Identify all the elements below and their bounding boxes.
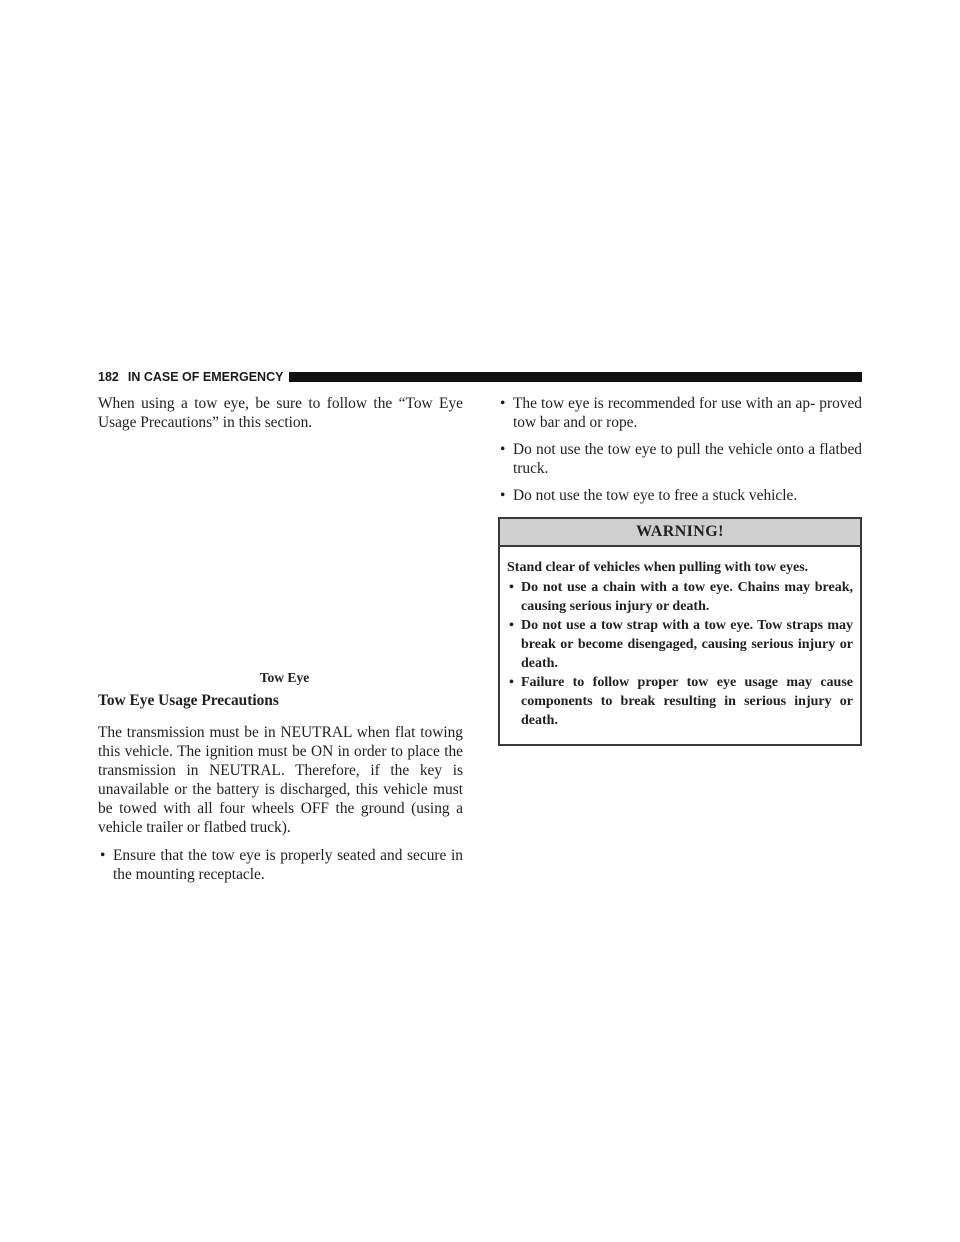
warning-item <box>507 616 853 673</box>
section-subheading: Tow Eye Usage Precautions <box>98 692 279 709</box>
warning-body <box>500 547 860 744</box>
right-column <box>498 394 862 746</box>
page-header <box>98 369 862 385</box>
list-item <box>98 846 463 884</box>
list-item-text: Do not use the tow eye to free a stuck vehicle. <box>513 487 798 504</box>
right-bullet-list <box>498 394 862 505</box>
bullet-icon: • <box>500 395 506 412</box>
warning-item-text: Do not use a tow strap with a tow eye. Tow straps may break or become disengaged, causing serious injury or death. <box>521 618 853 671</box>
left-bullet-list <box>98 846 463 884</box>
intro-paragraph: When using a tow eye, be sure to follow the “Tow Eye Usage Precautions” in this section. <box>98 395 463 431</box>
list-item-text: The tow eye is recommended for use with an ap- proved tow bar and or rope. <box>513 395 862 431</box>
bullet-icon: • <box>509 580 514 595</box>
bullet-icon: • <box>509 618 514 633</box>
warning-item-text: Failure to follow proper tow eye usage may cause components to break resulting in serious injury or death. <box>521 675 853 728</box>
warning-item-text: Do not use a chain with a tow eye. Chains may break, causing serious injury or death. <box>521 580 853 614</box>
warning-box <box>498 517 862 746</box>
figure-caption: Tow Eye <box>259 670 310 685</box>
list-item <box>498 486 862 505</box>
header-rule <box>289 372 862 382</box>
list-item-text: Do not use the tow eye to pull the vehicle onto a flatbed truck. <box>513 441 862 477</box>
warning-lead: Stand clear of vehicles when pulling with tow eyes. <box>507 560 809 575</box>
warning-item <box>507 578 853 616</box>
warning-title: WARNING! <box>500 519 860 547</box>
section-title: IN CASE OF EMERGENCY <box>127 370 284 384</box>
page-number: 182 <box>98 370 119 384</box>
bullet-icon: • <box>100 847 106 864</box>
bullet-icon: • <box>500 487 506 504</box>
bullet-icon: • <box>500 441 506 458</box>
left-column <box>98 394 463 892</box>
body-paragraph: The transmission must be in NEUTRAL when flat towing this vehicle. The ignition must be ON in order to place the transmission in NEUTRAL. Therefore, if the key is unavailable or the battery is discharged, this vehicle must be towed with all four wheels OFF the ground (using a vehicle trailer or flatbed truck). <box>98 724 463 836</box>
list-item <box>498 394 862 432</box>
list-item-text: Ensure that the tow eye is properly seated and secure in the mounting receptacle. <box>113 847 463 883</box>
warning-list <box>507 578 853 730</box>
list-item <box>498 440 862 478</box>
tow-eye-figure <box>98 432 463 668</box>
warning-item <box>507 673 853 730</box>
bullet-icon: • <box>509 675 514 690</box>
